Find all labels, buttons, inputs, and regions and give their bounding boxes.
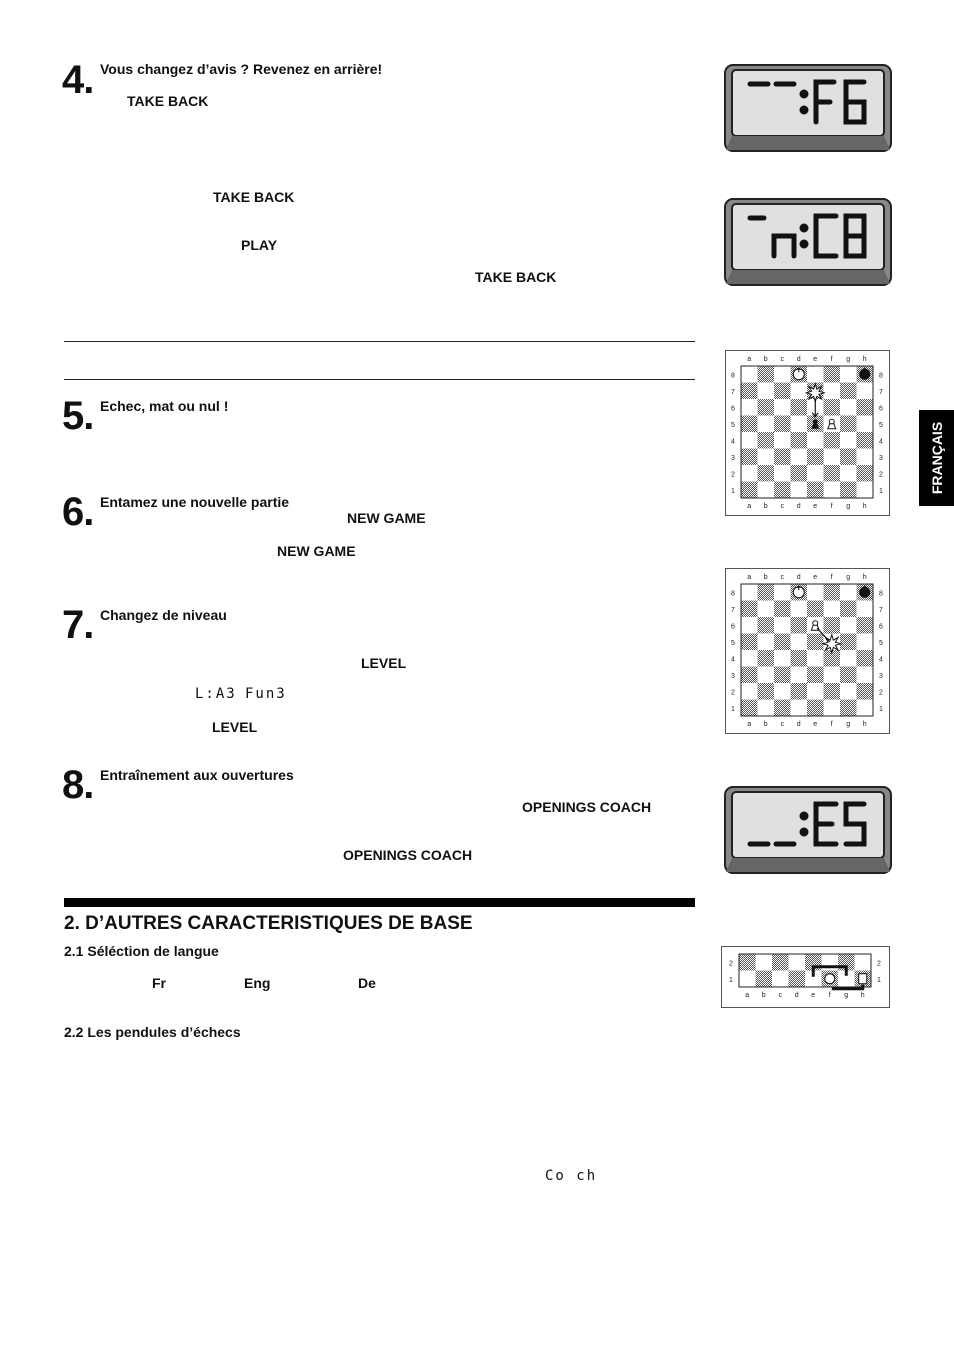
board-square <box>807 634 824 651</box>
board-square <box>741 416 758 433</box>
file-label: f <box>830 574 833 581</box>
file-label: b <box>763 721 768 728</box>
section-title: 2. D’AUTRES CARACTERISTIQUES DE BASE <box>64 913 473 934</box>
board-square <box>824 465 841 482</box>
file-label: b <box>761 992 766 999</box>
file-label: h <box>862 356 867 363</box>
file-label: b <box>763 503 768 510</box>
board-square <box>758 366 775 383</box>
key-play: PLAY <box>241 237 278 253</box>
rank-label: 3 <box>879 454 883 462</box>
board-square <box>824 432 841 449</box>
rank-label: 5 <box>879 639 883 647</box>
file-label: g <box>846 574 851 581</box>
board-square <box>824 601 841 618</box>
board-square <box>807 683 824 700</box>
board-square <box>791 650 808 667</box>
file-label: g <box>846 503 851 510</box>
file-label: a <box>745 992 750 999</box>
board-square <box>807 601 824 618</box>
board-square <box>857 700 874 717</box>
board-square <box>807 482 824 499</box>
board-square <box>840 383 857 400</box>
rank-label: 4 <box>731 438 735 446</box>
board-square <box>824 700 841 717</box>
rank-label: 8 <box>731 372 735 380</box>
board-square <box>807 584 824 601</box>
board-square <box>758 700 775 717</box>
file-label: a <box>747 503 752 510</box>
step-title-8: Entraînement aux ouvertures <box>100 767 294 783</box>
board-square <box>774 634 791 651</box>
board-square <box>857 650 874 667</box>
board-square <box>857 449 874 466</box>
board-square <box>758 683 775 700</box>
board-square <box>791 383 808 400</box>
key-new-game: NEW GAME <box>277 543 356 559</box>
lcd-display-f6 <box>724 64 892 152</box>
lcd-fun-text: Fun3 <box>245 686 287 702</box>
file-label: e <box>813 574 818 581</box>
rank-label: 4 <box>731 656 735 664</box>
board-square <box>758 634 775 651</box>
board-square <box>758 482 775 499</box>
white-rook-icon <box>859 974 867 984</box>
file-label: b <box>763 574 768 581</box>
board-square <box>807 465 824 482</box>
board-square <box>758 584 775 601</box>
board-square <box>756 954 773 971</box>
board-square <box>758 432 775 449</box>
board-square <box>807 667 824 684</box>
board-square <box>824 617 841 634</box>
board-square <box>840 416 857 433</box>
key-level: LEVEL <box>212 719 258 735</box>
board-square <box>840 482 857 499</box>
rank-label: 5 <box>879 421 883 429</box>
rank-label: 3 <box>731 672 735 680</box>
file-label: h <box>862 503 867 510</box>
board-square <box>857 432 874 449</box>
rank-label: 4 <box>879 438 883 446</box>
board-square <box>789 954 806 971</box>
key-new-game: NEW GAME <box>347 510 426 526</box>
file-label: a <box>747 574 752 581</box>
key-take-back: TAKE BACK <box>127 93 209 109</box>
rank-label: 2 <box>731 689 735 697</box>
board-square <box>807 366 824 383</box>
board-square <box>774 383 791 400</box>
board-square <box>840 601 857 618</box>
board-square <box>758 383 775 400</box>
board-square <box>756 971 773 988</box>
board-square <box>857 399 874 416</box>
board-square <box>807 650 824 667</box>
board-square <box>857 683 874 700</box>
board-square <box>840 634 857 651</box>
board-square <box>758 416 775 433</box>
file-label: e <box>813 503 818 510</box>
board-square <box>758 449 775 466</box>
rank-label: 2 <box>879 689 883 697</box>
board-square <box>741 584 758 601</box>
divider <box>64 379 695 380</box>
lcd-display-e5 <box>724 786 892 874</box>
rank-label: 2 <box>877 960 881 968</box>
rank-label: 1 <box>877 976 881 984</box>
lcd-coach-text: Co ch <box>545 1168 598 1184</box>
board-square <box>774 617 791 634</box>
rank-label: 1 <box>879 487 883 495</box>
white-king-icon <box>825 974 835 984</box>
board-square <box>791 465 808 482</box>
board-square <box>824 482 841 499</box>
rank-label: 2 <box>729 960 733 968</box>
board-square <box>741 601 758 618</box>
file-label: c <box>780 356 784 363</box>
board-square <box>774 700 791 717</box>
file-label: b <box>763 356 768 363</box>
board-square <box>741 432 758 449</box>
board-square <box>791 449 808 466</box>
board-square <box>741 383 758 400</box>
lcd-level-text: L:A3 <box>195 686 237 702</box>
chess-diagram-castling <box>721 946 890 1008</box>
board-square <box>840 584 857 601</box>
language-tab: FRANÇAIS <box>919 410 954 506</box>
board-square <box>791 683 808 700</box>
board-square <box>840 667 857 684</box>
board-square <box>789 971 806 988</box>
rank-label: 5 <box>731 421 735 429</box>
rank-label: 6 <box>879 405 883 413</box>
file-label: d <box>796 721 801 728</box>
file-label: h <box>862 574 867 581</box>
board-square <box>741 650 758 667</box>
board-square <box>824 584 841 601</box>
board-square <box>857 383 874 400</box>
key-level: LEVEL <box>361 655 407 671</box>
file-label: e <box>813 356 818 363</box>
rank-label: 7 <box>731 388 735 396</box>
board-square <box>840 366 857 383</box>
rank-label: 7 <box>879 388 883 396</box>
rank-label: 6 <box>879 623 883 631</box>
language-fr: Fr <box>152 975 166 991</box>
file-label: c <box>780 721 784 728</box>
board-square <box>741 449 758 466</box>
board-square <box>758 399 775 416</box>
board-square <box>807 449 824 466</box>
board-square <box>758 601 775 618</box>
board-square <box>741 700 758 717</box>
file-label: d <box>796 356 801 363</box>
rank-label: 6 <box>731 405 735 413</box>
board-square <box>791 601 808 618</box>
board-square <box>774 650 791 667</box>
divider <box>64 341 695 342</box>
step-title-4: Vous changez d’avis ? Revenez en arrière! <box>100 61 383 77</box>
file-label: c <box>778 992 782 999</box>
step-title-5: Echec, mat ou nul ! <box>100 398 229 414</box>
step-number-4: 4. <box>62 58 94 102</box>
board-square <box>741 465 758 482</box>
file-label: a <box>747 721 752 728</box>
board-square <box>741 399 758 416</box>
board-square <box>739 971 756 988</box>
rank-label: 1 <box>879 705 883 713</box>
file-label: d <box>794 992 799 999</box>
board-square <box>741 634 758 651</box>
board-square <box>758 650 775 667</box>
file-label: h <box>862 721 867 728</box>
board-square <box>791 482 808 499</box>
board-square <box>824 667 841 684</box>
rank-label: 8 <box>879 590 883 598</box>
board-square <box>857 482 874 499</box>
language-eng: Eng <box>244 975 271 991</box>
key-openings-coach: OPENINGS COACH <box>343 847 473 863</box>
chess-diagram-capture <box>725 568 890 734</box>
file-label: c <box>780 574 784 581</box>
step-number-7: 7. <box>62 603 94 647</box>
board-square <box>857 667 874 684</box>
rank-label: 7 <box>879 606 883 614</box>
board-square <box>807 432 824 449</box>
file-label: d <box>796 503 801 510</box>
board-square <box>807 700 824 717</box>
board-square <box>739 954 756 971</box>
board-square <box>741 482 758 499</box>
board-square <box>758 667 775 684</box>
step-title-7: Changez de niveau <box>100 607 227 623</box>
board-square <box>774 667 791 684</box>
rank-label: 5 <box>731 639 735 647</box>
rank-label: 8 <box>731 590 735 598</box>
board-square <box>857 416 874 433</box>
rank-label: 2 <box>731 471 735 479</box>
file-label: f <box>830 721 833 728</box>
key-openings-coach: OPENINGS COACH <box>522 799 652 815</box>
key-take-back: TAKE BACK <box>213 189 295 205</box>
board-square <box>824 449 841 466</box>
board-square <box>741 617 758 634</box>
board-square <box>840 432 857 449</box>
rank-label: 1 <box>729 976 733 984</box>
board-square <box>840 650 857 667</box>
board-square <box>774 366 791 383</box>
board-square <box>772 971 789 988</box>
file-label: g <box>844 992 849 999</box>
rank-label: 6 <box>731 623 735 631</box>
board-square <box>824 683 841 700</box>
board-square <box>741 667 758 684</box>
board-square <box>791 667 808 684</box>
board-square <box>791 700 808 717</box>
step-number-6: 6. <box>62 490 94 534</box>
board-square <box>824 383 841 400</box>
board-square <box>840 399 857 416</box>
rank-label: 2 <box>879 471 883 479</box>
file-label: a <box>747 356 752 363</box>
board-square <box>840 449 857 466</box>
lcd-display-nc8 <box>724 198 892 286</box>
board-square <box>774 416 791 433</box>
board-square <box>741 683 758 700</box>
board-square <box>791 399 808 416</box>
file-label: g <box>846 356 851 363</box>
board-square <box>774 449 791 466</box>
file-label: d <box>796 574 801 581</box>
rank-label: 3 <box>879 672 883 680</box>
board-square <box>857 465 874 482</box>
board-square <box>857 601 874 618</box>
board-square <box>774 584 791 601</box>
board-square <box>758 465 775 482</box>
language-de: De <box>358 975 376 991</box>
file-label: f <box>828 992 831 999</box>
board-square <box>774 601 791 618</box>
board-square <box>791 634 808 651</box>
board-square <box>840 617 857 634</box>
subsection-title: 2.1 Séléction de langue <box>64 943 219 959</box>
board-square <box>774 683 791 700</box>
rank-label: 1 <box>731 487 735 495</box>
board-square <box>774 465 791 482</box>
board-square <box>774 432 791 449</box>
board-square <box>791 617 808 634</box>
board-square <box>774 399 791 416</box>
rank-label: 1 <box>731 705 735 713</box>
board-square <box>857 617 874 634</box>
board-square <box>824 366 841 383</box>
subsection-title: 2.2 Les pendules d’échecs <box>64 1024 241 1040</box>
board-square <box>855 954 872 971</box>
chess-diagram-check <box>725 350 890 516</box>
file-label: c <box>780 503 784 510</box>
file-label: e <box>811 992 816 999</box>
board-square <box>791 432 808 449</box>
board-square <box>824 399 841 416</box>
board-square <box>741 366 758 383</box>
board-square <box>857 634 874 651</box>
board-square <box>840 465 857 482</box>
board-square <box>774 482 791 499</box>
file-label: f <box>830 503 833 510</box>
rank-label: 7 <box>731 606 735 614</box>
file-label: f <box>830 356 833 363</box>
board-square <box>840 683 857 700</box>
rank-label: 4 <box>879 656 883 664</box>
file-label: e <box>813 721 818 728</box>
key-take-back: TAKE BACK <box>475 269 557 285</box>
board-square <box>840 700 857 717</box>
step-number-8: 8. <box>62 763 94 807</box>
board-square <box>772 954 789 971</box>
rank-label: 3 <box>731 454 735 462</box>
step-number-5: 5. <box>62 394 94 438</box>
file-label: h <box>860 992 865 999</box>
file-label: g <box>846 721 851 728</box>
rank-label: 8 <box>879 372 883 380</box>
section-divider <box>64 898 695 907</box>
board-square <box>758 617 775 634</box>
step-title-6: Entamez une nouvelle partie <box>100 494 290 510</box>
board-square <box>791 416 808 433</box>
